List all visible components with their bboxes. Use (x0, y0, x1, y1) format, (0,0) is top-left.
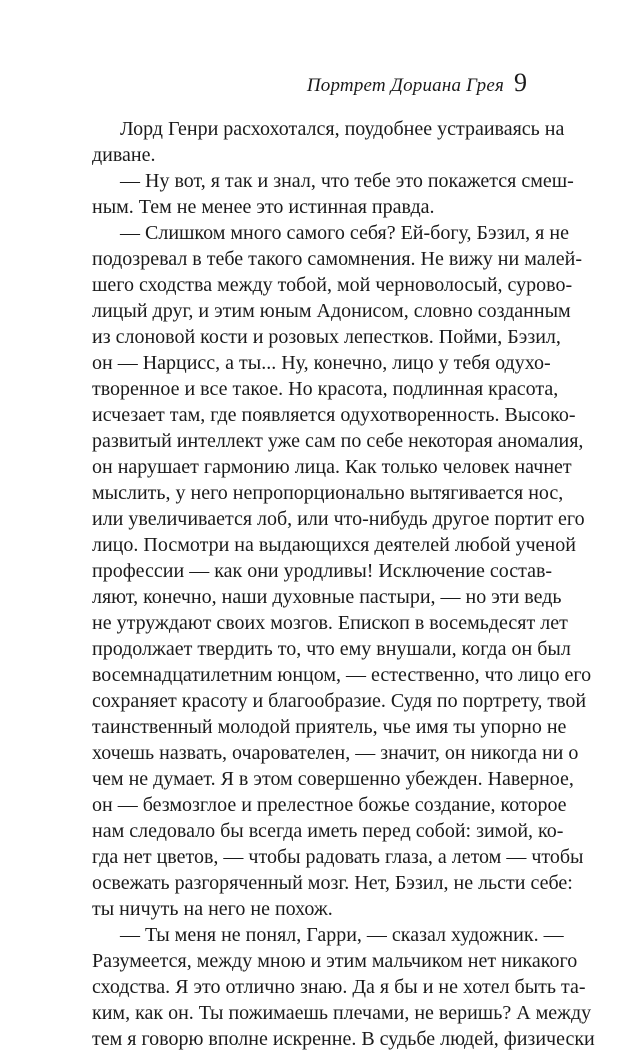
text-line: из слоновой кости и розовых лепестков. Пойми, Бэзил, (92, 326, 561, 348)
running-header (307, 68, 527, 98)
text-line: таинственный молодой приятель, чье имя ты упорно не (92, 716, 567, 738)
paragraph (92, 220, 592, 922)
page-number: 9 (514, 68, 527, 97)
text-line: исчезает там, где появляется одухотворенность. Высоко- (92, 404, 576, 426)
text-line: ты ничуть на него не похож. (92, 898, 333, 920)
text-line: сходства. Я это отлично знаю. Да я бы и не хотел быть та- (92, 976, 586, 998)
text-line: освежать разгоряченный мозг. Нет, Бэзил, не льсти себе: (92, 872, 573, 894)
text-line: продолжает твердить то, что ему внушали, когда он был (92, 638, 571, 660)
book-title: Портрет Дориана Грея (306, 75, 504, 96)
text-line: ким, как он. Ты пожимаешь плечами, не веришь? А между (92, 1002, 592, 1024)
text-line: — Ты меня не понял, Гарри, — сказал художник. — (120, 924, 564, 946)
text-line: профессии — как они уродливы! Исключение состав- (92, 560, 553, 582)
text-line: тем я говорю вполне искренне. В судьбе людей, физически (92, 1028, 595, 1050)
text-line: нам следовало бы всегда иметь перед собой: зимой, ко- (92, 820, 564, 842)
text-line: он — безмозглое и прелестное божье создание, которое (92, 794, 567, 816)
text-line: восемнадцатилетним юнцом, — естественно, что лицо его (92, 664, 592, 686)
text-line: — Ну вот, я так и знал, что тебе это покажется смеш- (120, 170, 574, 192)
text-line: подозревал в тебе такого самомнения. Не вижу ни малей- (92, 248, 583, 270)
paragraph (92, 922, 595, 1052)
text-line: диване. (92, 144, 156, 166)
text-line: творенное и все такое. Но красота, подлинная красота, (92, 378, 559, 400)
text-line: лицо. Посмотри на выдающихся деятелей любой ученой (92, 534, 576, 556)
text-line: шего сходства между тобой, мой черноволосый, сурово- (92, 274, 573, 296)
text-line: хочешь назвать, очарователен, — значит, он никогда ни о (92, 742, 579, 764)
text-line: развитый интеллект уже сам по себе некоторая аномалия, (92, 430, 584, 452)
paragraph (92, 116, 565, 168)
text-line: ляют, конечно, наши духовные пастыри, — но эти ведь (92, 586, 562, 608)
text-line: он нарушает гармонию лица. Как только человек начнет (92, 456, 572, 478)
paragraph (92, 168, 574, 220)
text-line: ным. Тем не менее это истинная правда. (92, 196, 435, 218)
text-line: не утруждают своих мозгов. Епископ в восемьдесят лет (92, 612, 568, 634)
text-line: гда нет цветов, — чтобы радовать глаза, а летом — чтобы (92, 846, 584, 868)
body-text (92, 116, 595, 1052)
text-line: — Слишком много самого себя? Ей-богу, Бэзил, я не (120, 222, 569, 244)
text-line: чем не думает. Я в этом совершенно убежден. Наверное, (92, 768, 574, 790)
text-line: он — Нарцисс, а ты... Ну, конечно, лицо у тебя одухо- (92, 352, 551, 374)
text-line: Лорд Генри расхохотался, поудобнее устраиваясь на (120, 118, 565, 140)
text-line: сохраняет красоту и благообразие. Судя по портрету, твой (92, 690, 587, 712)
text-line: Разумеется, между мною и этим мальчиком нет никакого (92, 950, 578, 972)
text-line: мыслить, у него непропорционально вытягивается нос, (92, 482, 564, 504)
text-line: лицый друг, и этим юным Адонисом, словно созданным (92, 300, 571, 322)
text-line: или увеличивается лоб, или что-нибудь другое портит его (92, 508, 585, 530)
